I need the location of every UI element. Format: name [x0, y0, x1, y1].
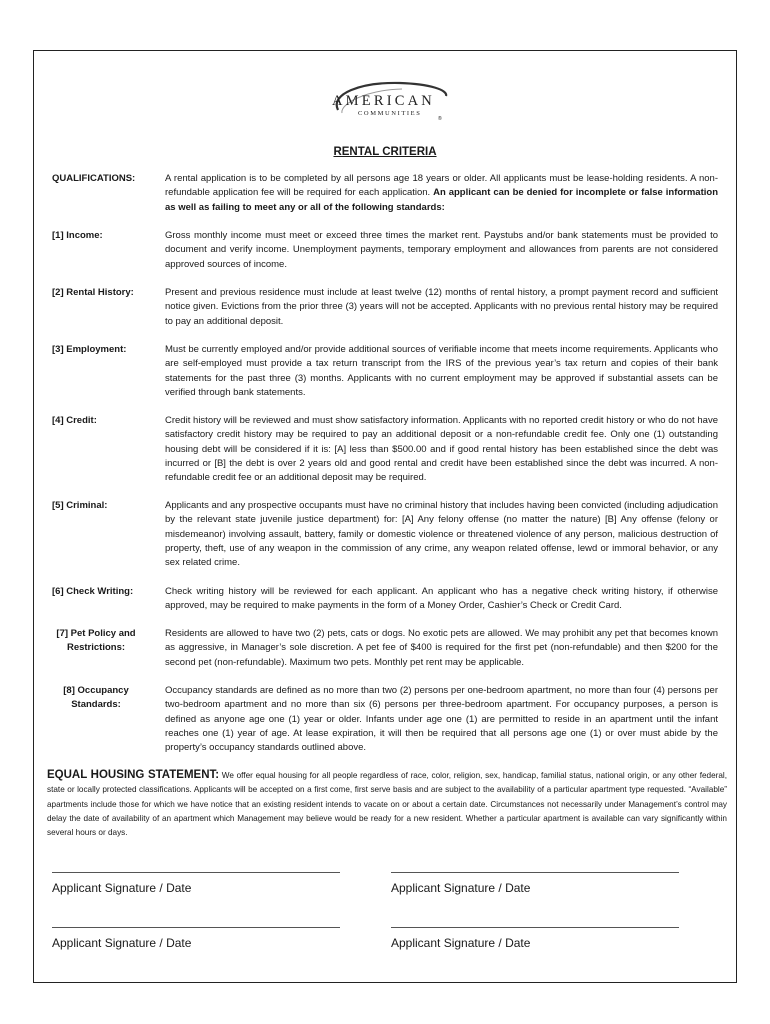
section-label: [8] Occupancy Standards:: [63, 685, 129, 711]
section-text: Must be currently employed and/or provide additional sources of verifiable income that meets income requirements. Applicants who are self-employed must provide a tax return transcript from the IRS of the previous year’s tax return and copies of their bank statements for the past three (3) months. Applicants with no current employment may be approved if substantial assets can be verified through bank statements.: [165, 344, 718, 398]
signature-block-2[interactable]: [391, 860, 679, 895]
signature-block-4[interactable]: [391, 915, 679, 950]
equal-housing-heading: EQUAL HOUSING STATEMENT:: [47, 769, 220, 781]
section-text: Check writing history will be reviewed for each applicant. An applicant who has a negative check writing history, if otherwise approved, may be required to make payments in the form of a Money Order, Cashier’s Check or Credit Card.: [165, 586, 718, 612]
signature-line[interactable]: [52, 915, 340, 928]
section-label: [5] Criminal:: [52, 500, 108, 511]
section-label: [4] Credit:: [52, 415, 97, 426]
signature-line[interactable]: [52, 860, 340, 873]
logo-sub-text: COMMUNITIES: [358, 110, 422, 117]
logo-main-text: AMERICAN: [332, 93, 435, 109]
section-label: [1] Income:: [52, 230, 103, 241]
section-text: Credit history will be reviewed and must show satisfactory information. Applicants with no reported credit history or who do not have satisfactory credit history may be required to pay an additional deposit or a non-refundable credit fee. Only one (1) outstanding housing debt will be considered if it is: [A] less than $500.00 and if good rental history has been established since the debt was incurred or [B] the debt is over 2 years old and good rental and credit have been established since the debt was incurred. A non-refundable credit fee or an additional deposit may be required.: [165, 415, 718, 484]
signature-caption: Applicant Signature / Date: [52, 936, 192, 950]
section-text: Applicants and any prospective occupants must have no criminal history that includes having been convicted (including adjudication by the relevant state juvenile justice department) for: [A] Any felony offense (no matter the nature) [B] Any offense (felony or misdemeanor) involving assault, battery, family or domestic violence or threatened violence of any person, malicious destruction of property, theft, use of any weapon in the commission of any crime, any weapon related offense, lewd or immoral behavior, or any sex related crime.: [165, 500, 718, 569]
section-label: [7] Pet Policy and Restrictions:: [56, 628, 136, 654]
signature-caption: Applicant Signature / Date: [391, 936, 531, 950]
section-text: Residents are allowed to have two (2) pets, cats or dogs. No exotic pets are allowed. We may prohibit any pet that becomes known as aggressive, in Manager’s sole discretion. A pet fee of $400 is required for the first pet (non-refundable) and then $200 for the second pet (non-refundable). Maximum two pets. Monthly pet rent may be applicable.: [165, 628, 718, 668]
section-label: [2] Rental History:: [52, 287, 134, 298]
section-bold-text: An applicant can be denied for incomplete or false information as well as failing to meet any or all of the following standards:: [165, 187, 718, 213]
section-label: QUALIFICATIONS:: [52, 173, 136, 184]
signature-line[interactable]: [391, 860, 679, 873]
logo-registered-mark: ®: [438, 116, 442, 122]
section-text: Present and previous residence must include at least twelve (12) months of rental history, a prompt payment record and sufficient notice given. Evictions from the prior three (3) years will not be accepted. Applicants with no previous rental history may be required to pay an additional deposit.: [165, 287, 718, 327]
section-text: A rental application is to be completed by all persons age 18 years or older. All applicants must be lease-holding residents. A non-refundable application fee will be required for each application. An applicant can be denied for incomplete or false information as well as failing to meet any or all of the following standards:: [165, 173, 718, 213]
page-title: RENTAL CRITERIA: [333, 146, 437, 158]
section-text: Gross monthly income must meet or exceed three times the market rent. Paystubs and/or bank statements must be provided to document and verify income. Unemployment payments, temporary employment and allowances from parents are not considered approved sources of income.: [165, 230, 718, 270]
section-text: Occupancy standards are defined as no more than two (2) persons per one-bedroom apartment, no more than four (4) persons per two-bedroom apartment and no more than six (6) persons per three-bedroom apartment. For occupancy purposes, a person is defined as anyone age one (1) year or older. Infants under age one (1) are permitted to reside in an apartment until the infant reaches one (1) year of age. At lease expiration, it will then be required that all persons age one (1) or over must abide by the property’s occupancy standards outlined above.: [165, 685, 718, 754]
section-label: [6] Check Writing:: [52, 586, 134, 597]
signature-block-3[interactable]: [52, 915, 340, 950]
equal-housing-statement: [47, 768, 727, 840]
signature-caption: Applicant Signature / Date: [391, 881, 531, 895]
signature-caption: Applicant Signature / Date: [52, 881, 192, 895]
signature-block-1[interactable]: [52, 860, 340, 895]
section-label: [3] Employment:: [52, 344, 127, 355]
signature-line[interactable]: [391, 915, 679, 928]
equal-housing-text: We offer equal housing for all people regardless of race, color, religion, sex, handicap, familial status, national origin, or any other federal, state or locally protected classifications. Applicants will be accepted on a first come, first serve basis and are subject to the availability of a particular apartment type requested. “Available” apartments include those for which we have notice that an existing resident intends to vacate on or about a certain date. Circumstances not necessarily under Management’s control may delay the date of availability of an apartment which Management may believe would be ready for a new resident. Whether a particular apartment is available can vary significantly within several hours or days.: [47, 771, 727, 838]
american-communities-logo: [320, 80, 450, 122]
